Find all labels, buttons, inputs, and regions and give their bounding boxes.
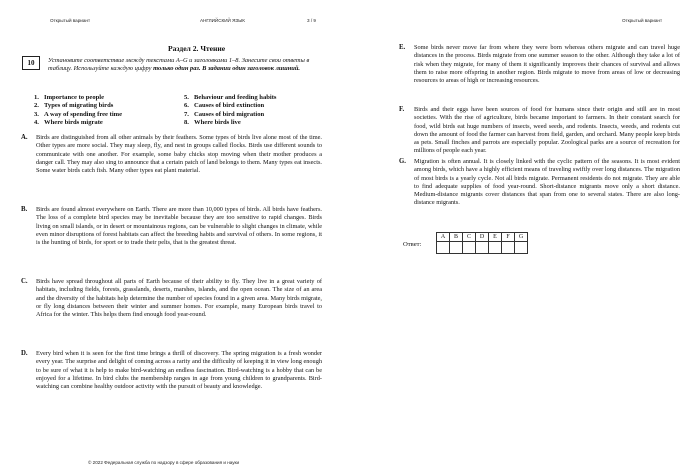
text-a-body: Birds are distinguished from all other animals by their feathers. Some types of birds live alone most of the time. Other types are more social. They may sleep, fly, and nest in groups called flocks. Birds use different sounds to communicate with one another. For example, some baby chicks stop moving when their mother produces a danger call. They may also sing to announce that a certain patch of land belongs to them. Many types eat insects. Some water birds catch fish. Many other types eat plant material. <box>36 134 322 174</box>
header-variant-left: Открытый вариант <box>50 18 91 23</box>
text-letter: D. <box>21 350 28 357</box>
footer-copyright: © 2022 Федеральная служба по надзору в сфере образования и науки <box>88 460 240 465</box>
answer-col-header: E <box>489 233 502 242</box>
text-c-body: Birds have spread throughout all parts of Earth because of their ability to fly. They live in a great variety of habitats, including fields, forests, grasslands, deserts, marshes, islands, and the open ocean. The size of an area and the diversity of the habitats help determine the number of species found in a given area. Many birds migrate, or fly long distances between their winter and summer homes. For example, many European birds travel to Africa for the winter. This helps them find enough food year-round. <box>36 278 322 318</box>
section-title: Раздел 2. Чтение <box>168 44 226 53</box>
text-letter: G. <box>399 158 406 165</box>
text-f <box>399 106 680 156</box>
text-letter: A. <box>21 134 28 141</box>
text-a <box>21 134 322 175</box>
answer-label: Ответ: <box>403 241 422 248</box>
text-e <box>399 44 680 85</box>
header-subject: АНГЛИЙСКИЙ ЯЗЫК <box>200 18 245 23</box>
task-instruction-text: Установите соответствие между текстами A–G и заголовками 1–8. Занесите свои ответы в таблицу. Используйте каждую цифру <box>48 57 310 73</box>
answer-col-header: D <box>476 233 489 242</box>
text-g-body: Migration is often annual. It is closely linked with the cyclic pattern of the seasons. It is most evident among birds, which have a highly efficient means of traveling swiftly over long distances. The migration of most birds is a yearly cycle. Not all birds migrate. Permanent residents do not migrate. They are able to find adequate supplies of food year-round. Short-distance migrants move only a short distance. Medium-distance migrants cover distances that span from one to several states. There are also long-distance migrants. <box>414 158 680 207</box>
task-instruction-emphasis: только один раз. В задании один заголовок лишний. <box>153 65 301 73</box>
heading-item: 6. Causes of bird extinction <box>184 102 265 110</box>
text-letter: C. <box>21 278 28 285</box>
heading-item: 7. Causes of bird migration <box>184 110 265 118</box>
answer-col-header: F <box>502 233 515 242</box>
heading-item: 3. A way of spending free time <box>34 110 123 118</box>
header-variant-right: Открытый вариант <box>622 18 663 23</box>
text-b <box>21 206 322 247</box>
text-letter: E. <box>399 44 406 51</box>
answer-cell-d[interactable] <box>476 242 489 254</box>
answer-col-header: C <box>463 233 476 242</box>
answer-input-row <box>437 242 528 254</box>
text-letter: B. <box>21 206 28 213</box>
heading-item: 8. Where birds live <box>184 118 241 126</box>
answer-cell-e[interactable] <box>489 242 502 254</box>
text-g <box>399 158 680 208</box>
task-number: 10 <box>22 56 40 70</box>
text-letter: F. <box>399 106 405 113</box>
task-instruction <box>48 57 323 74</box>
heading-item: 4. Where birds migrate <box>34 118 103 126</box>
text-b-body: Birds are found almost everywhere on Earth. There are more than 10,000 types of birds. All birds have feathers. The loss of a complete bird species may be inevitable because they are too sensitive to rapid changes. Birds living on small islands, or in desert or mountainous regions, can be vulnerable to slight changes in climate, while even minor disruptions of forest habitats can affect the breeding habits and survival of others. In some regions, it is the hunting of birds, for sport or to trade their pelts, that is the greatest threat. <box>36 206 322 246</box>
text-d-body: Every bird when it is seen for the first time brings a thrill of discovery. The spring migration is a fresh wonder every year. The surprise and delight of coming across a rarity and the difficulty of keeping it in view long enough to be sure of what it is help to make bird-watching an endless fascination. Bird-watching is a hobby that can be enjoyed for a lifetime. In bird clubs the membership ranges in age from young children to grandparents. Bird-watching can combine healthy outdoor activity with the pursuit of beauty and knowledge. <box>36 350 322 390</box>
answer-col-header: G <box>515 233 528 242</box>
answer-header-row <box>437 233 528 242</box>
answer-col-header: B <box>450 233 463 242</box>
header-page-number: 3 / 9 <box>307 18 316 23</box>
answer-cell-f[interactable] <box>502 242 515 254</box>
heading-item: 2. Types of migrating birds <box>34 102 114 110</box>
answer-cell-b[interactable] <box>450 242 463 254</box>
text-e-body: Some birds never move far from where they were born whereas others migrate and can travel huge distances in the process. Birds migrate from one summer season to the other. Although they take a lot of risk when they migrate, for many of them it significantly improves their chances of survival and allows them to raise more offspring in another region. Birds migrate to move from areas of low or decreasing resources to areas of high or increasing resources. <box>414 44 680 84</box>
text-d <box>21 350 322 391</box>
answer-cell-c[interactable] <box>463 242 476 254</box>
answer-cell-g[interactable] <box>515 242 528 254</box>
answer-col-header: A <box>437 233 450 242</box>
text-c <box>21 278 322 319</box>
heading-item: 1. Importance to people <box>34 94 105 101</box>
answer-table <box>436 232 528 254</box>
text-f-body: Birds and their eggs have been sources of food for humans since their origin and still are in most societies. With the rise of agriculture, birds became important to farmers. In their constant search for food, wild birds eat huge numbers of insects, weed seeds, and rodents. Insects, weeds, and rodents cut down the amount of food the farmer can harvest from field, garden, and orchard. Many people keep birds as pets. Small finches and parrots are especially popular. Zoological parks are a source of recreation for millions of people each year. <box>414 106 680 155</box>
heading-item: 5. Behaviour and feeding habits <box>184 94 277 101</box>
answer-cell-a[interactable] <box>437 242 450 254</box>
